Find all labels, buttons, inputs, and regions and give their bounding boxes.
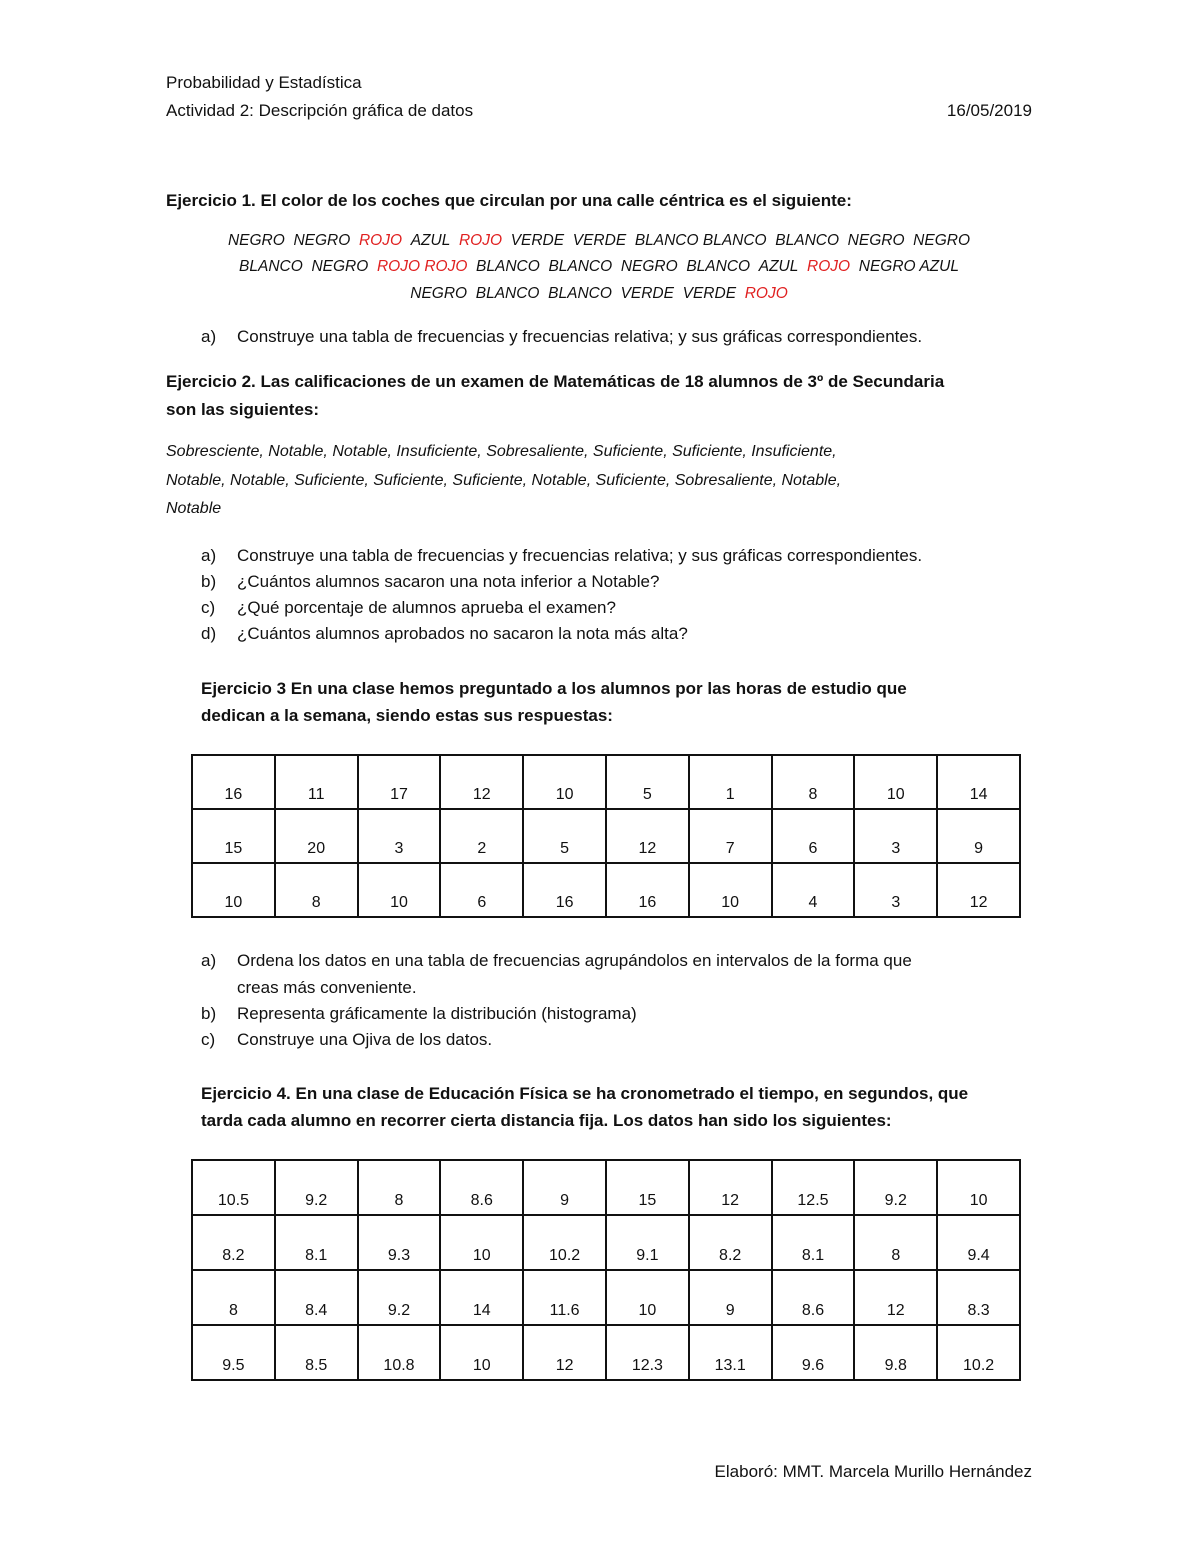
table-cell: 9.8 — [854, 1325, 937, 1380]
table-cell: 9.2 — [854, 1160, 937, 1215]
color-word: AZUL — [758, 258, 799, 275]
table-cell: 10 — [440, 1325, 523, 1380]
table-cell: 8.2 — [192, 1215, 275, 1270]
table-cell: 9.3 — [358, 1215, 441, 1270]
color-word: NEGRO — [311, 258, 369, 275]
table-cell: 16 — [523, 863, 606, 917]
table-row — [192, 1325, 1020, 1380]
table-cell: 12.5 — [772, 1160, 855, 1215]
color-word: BLANCO — [548, 285, 612, 302]
table-cell: 10 — [689, 863, 772, 917]
table-cell: 12 — [854, 1270, 937, 1325]
table-cell: 11.6 — [523, 1270, 606, 1325]
item-text: Ordena los datos en una tabla de frecuencias agrupándolos en intervalos de la forma que — [237, 951, 912, 970]
ex3-item-b — [201, 1004, 637, 1024]
table-cell: 8 — [854, 1215, 937, 1270]
color-word: ROJO — [458, 232, 503, 249]
table-row — [192, 1160, 1020, 1215]
table-cell: 8.5 — [275, 1325, 358, 1380]
table-row — [192, 809, 1020, 863]
color-word: ROJO ROJO — [376, 258, 468, 275]
table-cell: 10 — [440, 1215, 523, 1270]
ex3-item-a — [201, 951, 912, 971]
table-cell: 9.1 — [606, 1215, 689, 1270]
ex3-item-a-continued: creas más conveniente. — [237, 978, 417, 997]
table-cell: 9 — [523, 1160, 606, 1215]
ex2-data-line-1: Sobresciente, Notable, Notable, Insuficiente, Sobresaliente, Suficiente, Suficiente, Insuficiente, — [166, 443, 837, 460]
table-cell: 9.2 — [358, 1270, 441, 1325]
ex1-colors-line-2 — [166, 258, 1032, 276]
table-cell: 11 — [275, 755, 358, 809]
color-word: VERDE — [510, 232, 565, 249]
color-word: BLANCO — [476, 258, 540, 275]
table-cell: 3 — [854, 863, 937, 917]
item-label: a) — [201, 951, 217, 970]
table-cell: 8.2 — [689, 1215, 772, 1270]
table-cell: 14 — [440, 1270, 523, 1325]
table-cell: 10 — [523, 755, 606, 809]
color-word: NEGRO AZUL — [858, 258, 959, 275]
color-word: BLANCO — [475, 285, 540, 302]
table-cell: 13.1 — [689, 1325, 772, 1380]
ex3-title-line-2: dedican a la semana, siendo estas sus respuestas: — [201, 706, 613, 725]
color-word: VERDE — [572, 232, 627, 249]
table-cell: 10 — [192, 863, 275, 917]
item-label: c) — [201, 1030, 216, 1049]
color-word: NEGRO — [293, 232, 351, 249]
table-cell: 16 — [606, 863, 689, 917]
color-word: NEGRO — [620, 258, 678, 275]
table-cell: 15 — [606, 1160, 689, 1215]
table-cell: 6 — [772, 809, 855, 863]
color-word: NEGRO — [227, 232, 285, 249]
footer-author: Elaboró: MMT. Marcela Murillo Hernández — [714, 1462, 1032, 1481]
ex2-title-line-1: Ejercicio 2. Las calificaciones de un examen de Matemáticas de 18 alumnos de 3º de Secundaria — [166, 372, 945, 391]
ex1-colors-line-3 — [166, 285, 1032, 303]
color-word: BLANCO — [775, 232, 840, 249]
item-text: Construye una Ojiva de los datos. — [237, 1030, 493, 1049]
table-cell: 9.5 — [192, 1325, 275, 1380]
table-cell: 10.2 — [523, 1215, 606, 1270]
table-cell: 8.4 — [275, 1270, 358, 1325]
table-cell: 12.3 — [606, 1325, 689, 1380]
table-cell: 9 — [689, 1270, 772, 1325]
ex2-item-b — [201, 572, 659, 592]
table-cell: 10.2 — [937, 1325, 1020, 1380]
table-cell: 12 — [523, 1325, 606, 1380]
color-word: BLANCO BLANCO — [634, 232, 767, 249]
table-cell: 9.6 — [772, 1325, 855, 1380]
table-cell: 15 — [192, 809, 275, 863]
color-word: BLANCO — [686, 258, 751, 275]
table-cell: 20 — [275, 809, 358, 863]
item-label: b) — [201, 1004, 217, 1023]
item-text: ¿Cuántos alumnos sacaron una nota inferior a Notable? — [237, 572, 660, 591]
table-cell: 10 — [937, 1160, 1020, 1215]
table-row — [192, 755, 1020, 809]
table-cell: 8.6 — [440, 1160, 523, 1215]
item-label: b) — [201, 572, 217, 591]
table-cell: 3 — [854, 809, 937, 863]
table-row — [192, 863, 1020, 917]
ex1-title: Ejercicio 1. El color de los coches que circulan por una calle céntrica es el siguiente: — [166, 191, 852, 210]
ex2-item-d — [201, 624, 688, 644]
table-cell: 8 — [358, 1160, 441, 1215]
table-cell: 9.4 — [937, 1215, 1020, 1270]
color-word: ROJO — [744, 285, 788, 302]
table-cell: 9 — [937, 809, 1020, 863]
table-cell: 8.1 — [275, 1215, 358, 1270]
item-label: d) — [201, 624, 217, 643]
ex1-colors-line-1 — [166, 232, 1032, 250]
ex2-title-line-2: son las siguientes: — [166, 400, 320, 419]
table-cell: 5 — [523, 809, 606, 863]
table-cell: 12 — [606, 809, 689, 863]
color-word: ROJO — [807, 258, 851, 275]
table-cell: 5 — [606, 755, 689, 809]
ex3-item-c — [201, 1030, 492, 1050]
color-word: AZUL — [410, 232, 451, 249]
table-cell: 2 — [440, 809, 523, 863]
ex2-item-c — [201, 598, 616, 618]
table-cell: 10.5 — [192, 1160, 275, 1215]
table-row — [192, 1270, 1020, 1325]
table-cell: 8.3 — [937, 1270, 1020, 1325]
ex2-data-line-3: Notable — [166, 500, 222, 517]
color-word: ROJO — [358, 232, 403, 249]
table-cell: 14 — [937, 755, 1020, 809]
ex2-data-line-2: Notable, Notable, Suficiente, Suficiente, Suficiente, Notable, Suficiente, Sobresaliente, Notable, — [166, 472, 842, 489]
color-word: NEGRO — [410, 285, 468, 302]
date: 16/05/2019 — [946, 101, 1032, 120]
ex2-item-a — [201, 546, 922, 566]
color-word: VERDE — [682, 285, 737, 302]
item-text: Construye una tabla de frecuencias y frecuencias relativa; y sus gráficas correspondientes. — [237, 546, 923, 565]
table-cell: 1 — [689, 755, 772, 809]
table-cell: 9.2 — [275, 1160, 358, 1215]
item-label: a) — [201, 546, 217, 565]
table-cell: 10.8 — [358, 1325, 441, 1380]
item-text: ¿Cuántos alumnos aprobados no sacaron la nota más alta? — [237, 624, 688, 643]
table-cell: 12 — [689, 1160, 772, 1215]
table-cell: 7 — [689, 809, 772, 863]
color-word: VERDE — [620, 285, 674, 302]
table-cell: 8.6 — [772, 1270, 855, 1325]
color-word: NEGRO — [847, 232, 905, 249]
item-text: Construye una tabla de frecuencias y frecuencias relativa; y sus gráficas correspondientes. — [237, 327, 923, 346]
item-label: a) — [201, 327, 217, 346]
table-cell: 8.1 — [772, 1215, 855, 1270]
table-cell: 8 — [192, 1270, 275, 1325]
table-cell: 6 — [440, 863, 523, 917]
table-cell: 10 — [606, 1270, 689, 1325]
activity-title: Actividad 2: Descripción gráfica de datos — [166, 101, 474, 120]
course-title: Probabilidad y Estadística — [166, 73, 362, 92]
table-cell: 10 — [854, 755, 937, 809]
table-cell: 8 — [275, 863, 358, 917]
item-label: c) — [201, 598, 216, 617]
table-cell: 17 — [358, 755, 441, 809]
ex4-times-table — [191, 1159, 1021, 1381]
table-cell: 3 — [358, 809, 441, 863]
ex4-title-line-1: Ejercicio 4. En una clase de Educación Física se ha cronometrado el tiempo, en segundos, que — [201, 1084, 969, 1103]
item-text: Representa gráficamente la distribución (histograma) — [237, 1004, 637, 1023]
ex3-hours-table — [191, 754, 1021, 918]
table-cell: 16 — [192, 755, 275, 809]
table-row — [192, 1215, 1020, 1270]
table-cell: 12 — [937, 863, 1020, 917]
table-cell: 4 — [772, 863, 855, 917]
color-word: BLANCO — [548, 258, 613, 275]
table-cell: 12 — [440, 755, 523, 809]
ex4-title-line-2: tarda cada alumno en recorrer cierta distancia fija. Los datos han sido los siguientes: — [201, 1111, 892, 1130]
ex3-title-line-1: Ejercicio 3 En una clase hemos preguntado a los alumnos por las horas de estudio que — [201, 679, 907, 698]
ex1-item-a — [201, 327, 922, 347]
table-cell: 8 — [772, 755, 855, 809]
color-word: NEGRO — [913, 232, 971, 249]
table-cell: 10 — [358, 863, 441, 917]
color-word: BLANCO — [239, 258, 303, 275]
item-text: ¿Qué porcentaje de alumnos aprueba el examen? — [237, 598, 616, 617]
